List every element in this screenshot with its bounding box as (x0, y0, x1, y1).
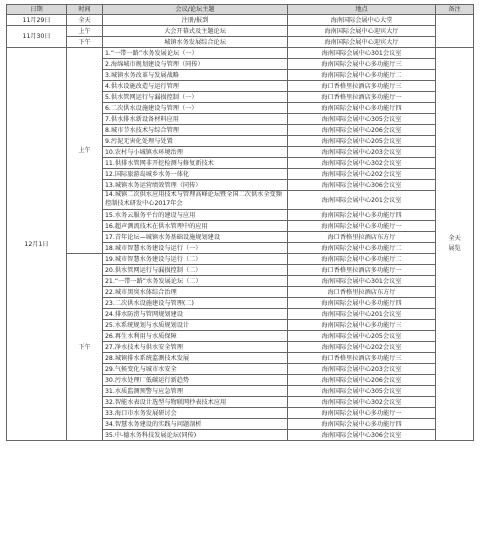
session-topic: 31.水质监测预警与应急管理 (103, 386, 288, 397)
session-location: 海南国际会展中心301会议室 (288, 48, 436, 59)
table-row (7, 37, 474, 48)
time-cell: 全天 (67, 15, 103, 26)
session-location: 海口香格里拉酒店东方厅 (288, 232, 436, 243)
session-location: 海南国际会展中心302会议室 (288, 397, 436, 408)
session-topic: 15.水务云服务平台的建设与应用 (103, 210, 288, 221)
session-topic: 27.净水技术与供水安全管理 (103, 342, 288, 353)
session-location: 海南国际会展中心206会议室 (288, 125, 436, 136)
location-cell: 海南国际会展中心迎宾大厅 (288, 26, 436, 37)
header-date: 日期 (7, 5, 67, 15)
table-row (7, 26, 474, 37)
session-location: 海南国际会展中心多功能厅三 (288, 320, 436, 331)
session-topic: 7.供水排水新设备材料应用 (103, 114, 288, 125)
session-topic: 16.超声测流技术在供水管理中的应用 (103, 221, 288, 232)
session-location: 海南国际会展中心多功能厅三 (288, 59, 436, 70)
session-location: 海南国际会展中心多功能厅一 (288, 221, 436, 232)
table-row (7, 15, 474, 26)
session-topic: 23.二次供水设施建设与管理(二) (103, 298, 288, 309)
session-topic: 6.二次供水设施建设与管理（一） (103, 103, 288, 114)
session-location: 海南国际会展中心201会议室 (288, 191, 436, 210)
session-topic: 25.水系统规划与水质规划设计 (103, 320, 288, 331)
location-cell: 海南国际会展中心大堂 (288, 15, 436, 26)
topic-cell: 注册/报到 (103, 15, 288, 26)
session-topic: 32.智能水表设计选型与物联网抄表技术应用 (103, 397, 288, 408)
schedule-table (6, 4, 474, 441)
session-location: 海南国际会展中心203会议室 (288, 147, 436, 158)
session-location: 海南国际会展中心202会议室 (288, 169, 436, 180)
session-topic: 17.青年论坛—城镇水务基础设施规划建设 (103, 232, 288, 243)
header-time: 时间 (67, 5, 103, 15)
session-location: 海口香格里拉酒店多功能厅三 (288, 81, 436, 92)
session-topic: 29.气候变化与城市水安全 (103, 364, 288, 375)
session-location: 海南国际会展中心306会议室 (288, 180, 436, 191)
session-location: 海口香格里拉酒店多功能厅一 (288, 265, 436, 276)
session-location: 海南国际会展中心205会议室 (288, 136, 436, 147)
session-location: 海口香格里拉酒店东方厅 (288, 287, 436, 298)
session-location: 海南国际会展中心多功能厅二 (288, 70, 436, 81)
session-topic: 35.中-德水务科技发展论坛(同传) (103, 430, 288, 441)
session-location: 海南国际会展中心305会议室 (288, 386, 436, 397)
header-row (7, 5, 474, 15)
session-location: 海南国际会展中心多功能厅四 (288, 298, 436, 309)
session-location: 海南国际会展中心多功能厅四 (288, 103, 436, 114)
session-location: 海南国际会展中心多功能厅二 (288, 243, 436, 254)
session-topic: 34.智慧水务建设的实践与问题剖析 (103, 419, 288, 430)
session-topic: 21.“一带一路”水务发展论坛（二） (103, 276, 288, 287)
session-location: 海南国际会展中心205会议室 (288, 331, 436, 342)
session-location: 海南国际会展中心301会议室 (288, 276, 436, 287)
session-location: 海口香格里拉酒店多功能厅一 (288, 92, 436, 103)
session-location: 海南国际会展中心302会议室 (288, 158, 436, 169)
session-topic: 30.污水处理厂低碳运行新趋势 (103, 375, 288, 386)
header-location: 地点 (288, 5, 436, 15)
session-row (7, 254, 474, 265)
session-topic: 18.城市智慧水务建设与运行（一） (103, 243, 288, 254)
session-location: 海南国际会展中心202会议室 (288, 342, 436, 353)
session-topic: 4.供水设施改造与运行管理 (103, 81, 288, 92)
time-cell: 下午 (67, 37, 103, 48)
session-location: 海南国际会展中心多功能厅二 (288, 254, 436, 265)
session-row (7, 48, 474, 59)
note-cell: 全天展览 (436, 48, 474, 441)
note-cell-empty (436, 15, 474, 48)
topic-cell: 城镇水务发展综合论坛 (103, 37, 288, 48)
session-location: 海南国际会展中心201会议室 (288, 309, 436, 320)
location-cell: 海南国际会展中心迎宾大厅 (288, 37, 436, 48)
session-topic: 9.污泥无害化处理与处置 (103, 136, 288, 147)
header-note: 备注 (436, 5, 474, 15)
session-topic: 3.城镇水务改革与发展战略 (103, 70, 288, 81)
session-topic: 19.城市智慧水务建设与运行（二） (103, 254, 288, 265)
session-topic: 26.再生水利用与水质保障 (103, 331, 288, 342)
session-topic: 28.城镇排水系统监测技术发展 (103, 353, 288, 364)
date-cell: 11月30日 (7, 26, 67, 48)
session-location: 海南国际会展中心306会议室 (288, 430, 436, 441)
session-topic: 8.城市节水技术与综合管理 (103, 125, 288, 136)
session-location: 海南国际会展中心多功能厅四 (288, 210, 436, 221)
session-topic: 11.供排水管网非开挖检测与修复新技术 (103, 158, 288, 169)
session-location: 海南国际会展中心305会议室 (288, 114, 436, 125)
session-topic: 2.海绵城市规划建设与管理（同传） (103, 59, 288, 70)
session-topic: 10.农村与小城镇水环境治理 (103, 147, 288, 158)
time-cell: 下午 (67, 254, 103, 441)
session-topic: 22.城市黑臭水体综合治理 (103, 287, 288, 298)
session-location: 海南国际会展中心多功能厅四 (288, 419, 436, 430)
topic-cell: 大会开幕式及主题论坛 (103, 26, 288, 37)
session-topic: 12.国际旅游岛城乡水务一体化 (103, 169, 288, 180)
date-cell: 12月1日 (7, 48, 67, 441)
session-topic: 13.城镇水务运营绩效管理（同传） (103, 180, 288, 191)
session-topic: 5.供水管网运行与漏损控制（一） (103, 92, 288, 103)
time-cell: 上午 (67, 26, 103, 37)
session-location: 海南国际会展中心多功能厅一 (288, 408, 436, 419)
session-location: 海南国际会展中心203会议室 (288, 364, 436, 375)
session-topic: 24.排水防涝与管网规划建设 (103, 309, 288, 320)
session-location: 海口香格里拉酒店多功能厅三 (288, 353, 436, 364)
session-topic: 20.供水管网运行与漏损控制（二） (103, 265, 288, 276)
date-cell: 11月29日 (7, 15, 67, 26)
session-topic: 33.海口市水务发展研讨会 (103, 408, 288, 419)
session-topic: 14.城镇二次供水应用技术与管理高峰论坛暨全国二次供水全变频控制技术研发中心2017年会 (103, 191, 288, 210)
session-location: 海南国际会展中心206会议室 (288, 375, 436, 386)
header-topic: 会议/论坛主题 (103, 5, 288, 15)
session-topic: 1.“一带一路”水务发展论坛（一） (103, 48, 288, 59)
time-cell: 上午 (67, 48, 103, 254)
